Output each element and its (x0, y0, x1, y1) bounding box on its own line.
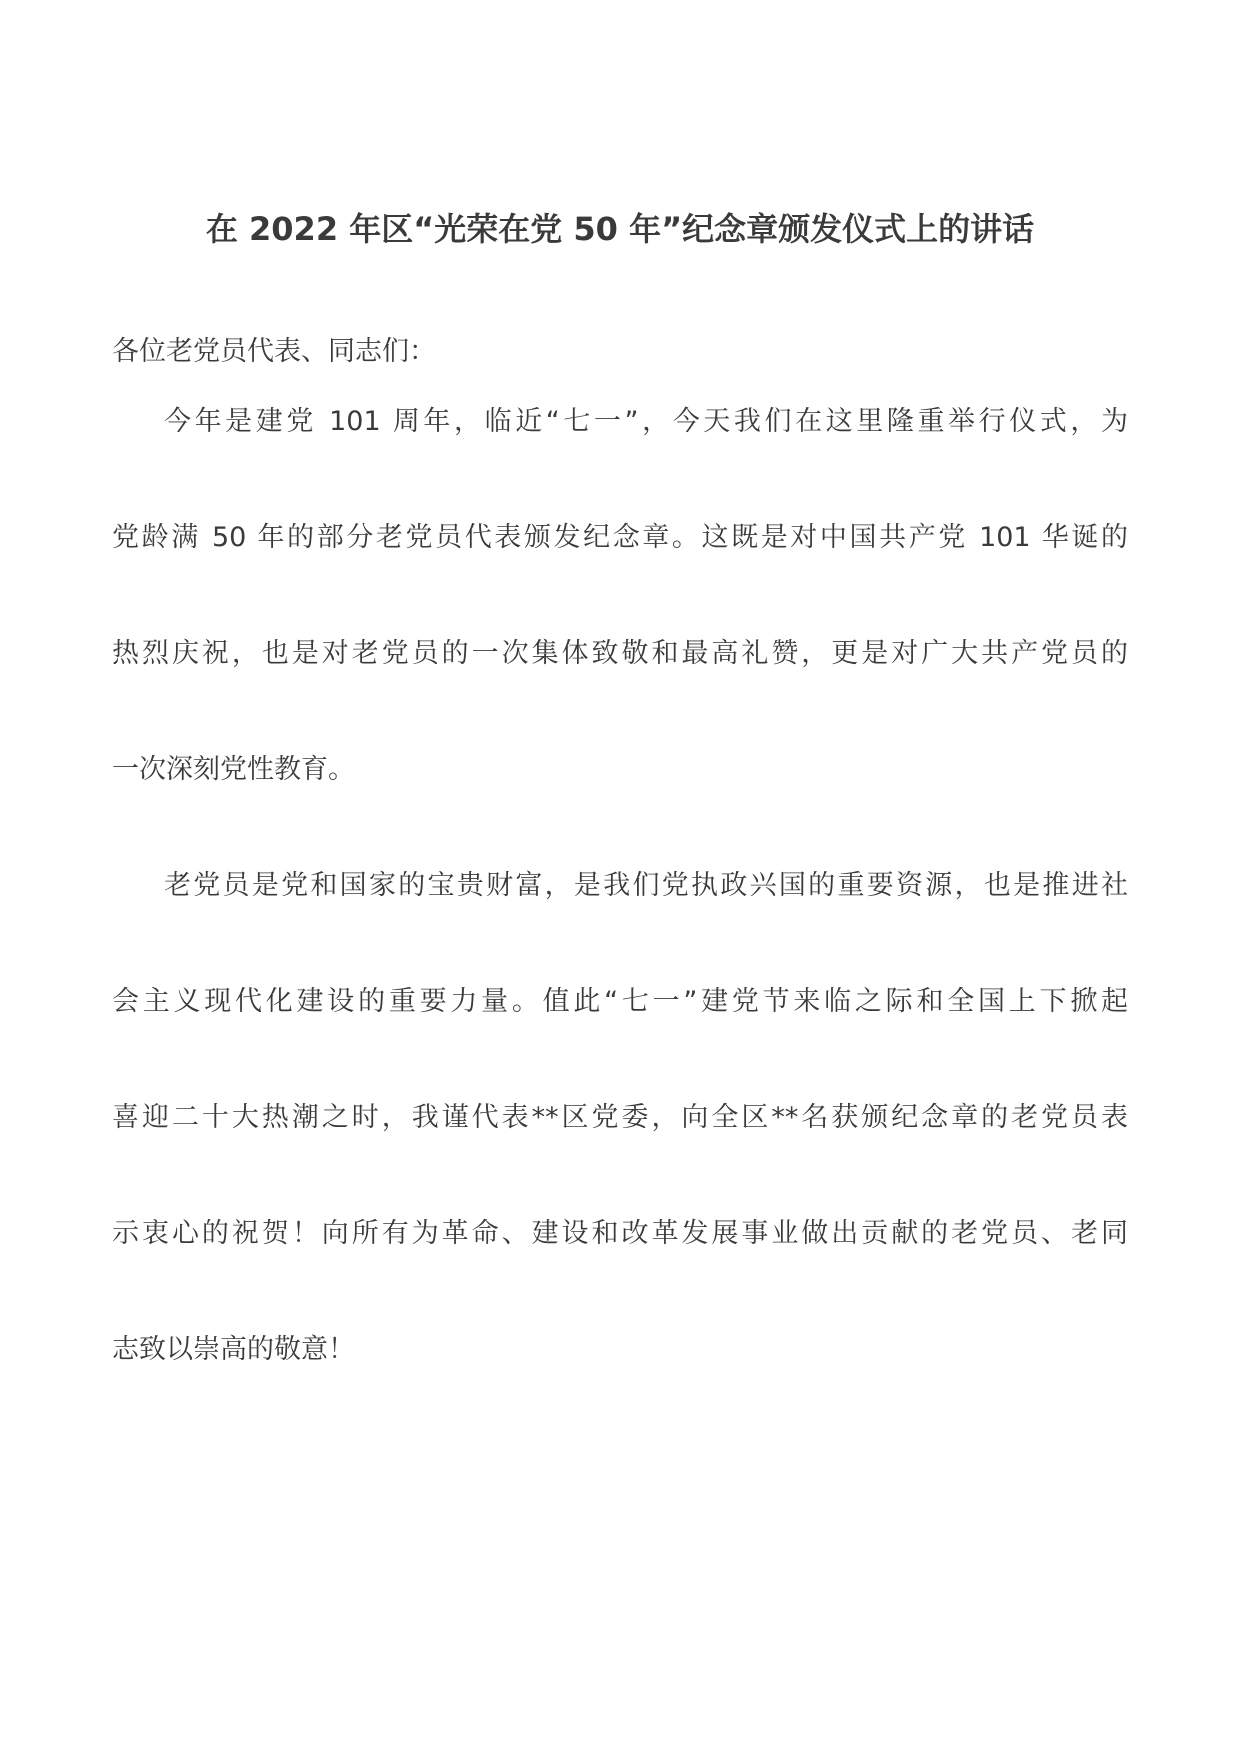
paragraph-2-line-4: 示衷心的祝贺！向所有为革命、建设和改革发展事业做出贡献的老党员、老同 (112, 1218, 1128, 1249)
paragraph-1-line-2: 党龄满 50 年的部分老党员代表颁发纪念章。这既是对中国共产党 101 华诞的 (112, 522, 1128, 553)
paragraph-1-line-4: 一次深刻党性教育。 (112, 754, 355, 785)
salutation: 各位老党员代表、同志们： (112, 336, 436, 367)
paragraph-2-line-3: 喜迎二十大热潮之时，我谨代表**区党委，向全区**名获颁纪念章的老党员表 (112, 1102, 1128, 1133)
paragraph-2-line-2: 会主义现代化建设的重要力量。值此“七一”建党节来临之际和全国上下掀起 (112, 986, 1128, 1017)
paragraph-1-line-3: 热烈庆祝，也是对老党员的一次集体致敬和最高礼赞，更是对广大共产党员的 (112, 638, 1128, 669)
paragraph-1-line-1: 今年是建党 101 周年，临近“七一”，今天我们在这里隆重举行仪式，为 (164, 406, 1128, 437)
paragraph-2-line-1: 老党员是党和国家的宝贵财富，是我们党执政兴国的重要资源，也是推进社 (164, 870, 1128, 901)
paragraph-2-line-5: 志致以崇高的敬意！ (112, 1334, 355, 1365)
document-title: 在 2022 年区“光荣在党 50 年”纪念章颁发仪式上的讲话 (205, 210, 1035, 248)
